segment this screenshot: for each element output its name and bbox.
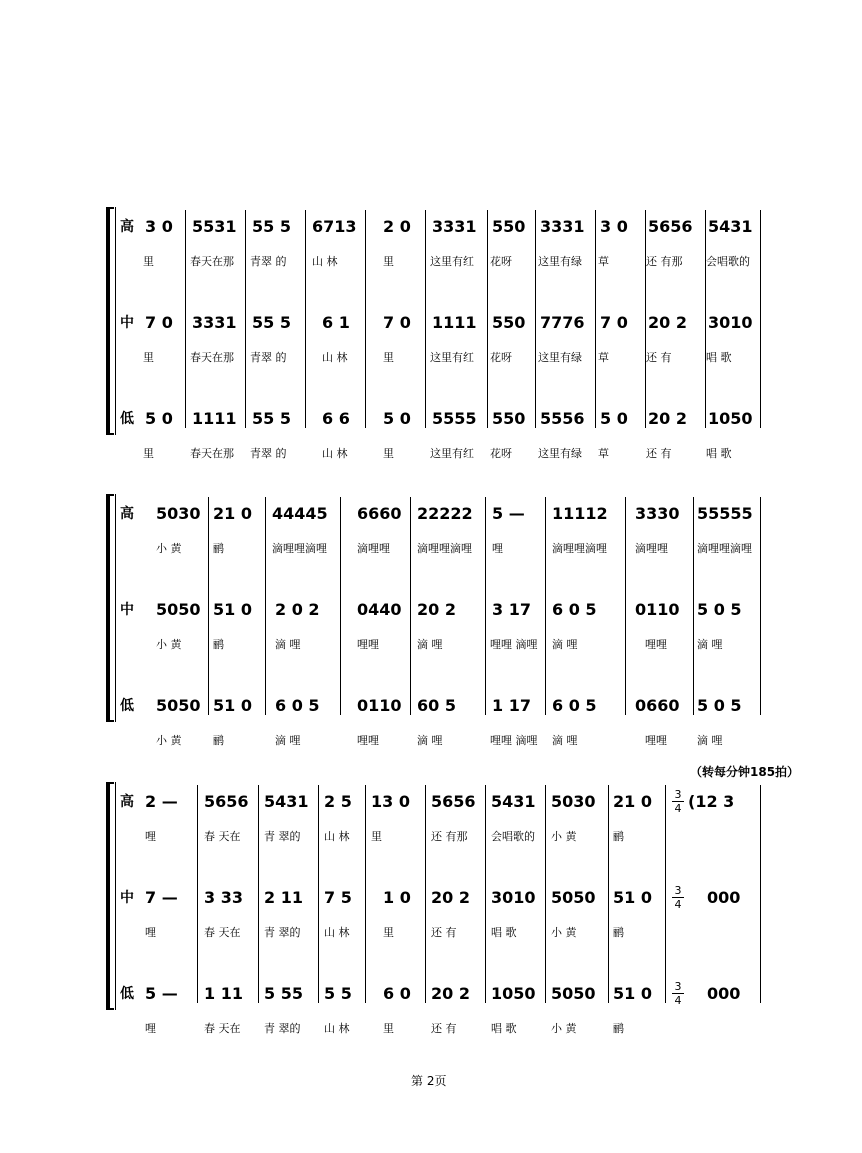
measure-notes: 7 0 — [145, 313, 173, 332]
lyric-text: 里 — [371, 830, 382, 843]
lyric-text: 滴哩哩 — [357, 542, 390, 555]
barline — [485, 497, 486, 715]
barline — [425, 785, 426, 1003]
lyric-text: 里 — [383, 351, 394, 364]
lyric-text: 春 天在 — [204, 830, 241, 843]
measure-notes: 6713 — [312, 217, 357, 236]
lyric-text: 还 有 — [646, 447, 672, 460]
measure-notes: 6 6 — [322, 409, 350, 428]
lyric-text: 滴 哩 — [275, 638, 301, 651]
tempo-mark: （转每分钟185拍） — [690, 765, 800, 779]
lyric-text: 哩哩 滴哩 — [490, 638, 538, 651]
measure-notes: 6660 — [357, 504, 402, 523]
measure-notes: 5050 — [551, 888, 596, 907]
measure-notes: 5431 — [264, 792, 309, 811]
lyric-text: 山 林 — [312, 255, 338, 268]
lyric-text: 滴哩哩滴哩 — [417, 542, 472, 555]
measure-notes: 1050 — [491, 984, 536, 1003]
lyric-text: 春天在那 — [190, 255, 234, 268]
barline — [265, 497, 266, 715]
lyric-text: 还 有 — [646, 351, 672, 364]
measure-notes: 5 — — [492, 504, 525, 523]
lyric-text: 小 黄 — [551, 926, 577, 939]
system-bracket — [106, 494, 110, 722]
barline — [760, 497, 761, 715]
measure-notes: 1 11 — [204, 984, 243, 1003]
measure-notes: 3010 — [708, 313, 753, 332]
lyric-text: 滴 哩 — [417, 734, 443, 747]
measure-notes: 6 0 5 — [275, 696, 320, 715]
measure-notes: 5656 — [648, 217, 693, 236]
lyric-text: 还 有那 — [646, 255, 683, 268]
measure-notes: 3 17 — [492, 600, 531, 619]
measure-notes: 0110 — [635, 600, 680, 619]
measure-notes: 5556 — [540, 409, 585, 428]
measure-notes: 51 0 — [613, 984, 652, 1003]
lyric-text: 滴 哩 — [417, 638, 443, 651]
bracket-cap-bottom — [106, 720, 114, 722]
measure-notes: 7 5 — [324, 888, 352, 907]
measure-notes: 1 0 — [383, 888, 411, 907]
lyric-text: 哩 — [145, 830, 156, 843]
bracket-cap-bottom — [106, 1008, 114, 1010]
lyric-text: 滴 哩 — [697, 734, 723, 747]
measure-notes: 5656 — [204, 792, 249, 811]
lyric-text: 里 — [383, 255, 394, 268]
lyric-text: 草 — [598, 255, 609, 268]
lyric-text: 哩 — [145, 1022, 156, 1035]
measure-notes: 5 — — [145, 984, 178, 1003]
measure-notes: 2 — — [145, 792, 178, 811]
lyric-text: 山 林 — [324, 830, 350, 843]
lyric-text: 唱 歌 — [706, 351, 732, 364]
barline — [208, 497, 209, 715]
lyric-text: 会唱歌的 — [491, 830, 535, 843]
measure-notes: 3330 — [635, 504, 680, 523]
lyric-text: 山 林 — [322, 447, 348, 460]
barline — [665, 785, 666, 1003]
lyric-text: 哩 — [492, 542, 503, 555]
measure-notes: 0660 — [635, 696, 680, 715]
lyric-text: 鹂 — [613, 926, 624, 939]
measure-notes: 550 — [492, 313, 526, 332]
barline — [258, 785, 259, 1003]
lyric-text: 鹂 — [213, 542, 224, 555]
lyric-text: 春 天在 — [204, 1022, 241, 1035]
system-bracket — [106, 207, 110, 435]
measure-notes: 7 0 — [600, 313, 628, 332]
measure-notes: 3331 — [432, 217, 477, 236]
lyric-text: 这里有绿 — [538, 447, 582, 460]
lyric-text: 这里有绿 — [538, 351, 582, 364]
measure-notes: 3 0 — [145, 217, 173, 236]
measure-notes: 5 5 — [324, 984, 352, 1003]
lyric-text: 春天在那 — [190, 447, 234, 460]
lyric-text: 会唱歌的 — [706, 255, 750, 268]
measure-notes: 5050 — [156, 600, 201, 619]
measure-notes: 21 0 — [613, 792, 652, 811]
lyric-text: 哩哩 滴哩 — [490, 734, 538, 747]
barline — [625, 497, 626, 715]
measure-notes: 3 0 — [600, 217, 628, 236]
barline — [760, 210, 761, 428]
time-signature-denominator: 4 — [674, 802, 682, 815]
measure-notes: 3 33 — [204, 888, 243, 907]
measure-notes: 5030 — [551, 792, 596, 811]
barline — [693, 497, 694, 715]
barline — [545, 785, 546, 1003]
measure-notes: 5656 — [431, 792, 476, 811]
measure-notes: 20 2 — [648, 313, 687, 332]
time-signature — [672, 981, 684, 1006]
measure-notes: 6 0 — [383, 984, 411, 1003]
voice-label: 低 — [120, 698, 134, 714]
barline — [305, 210, 306, 428]
barline — [425, 210, 426, 428]
lyric-text: 青翠 的 — [250, 351, 287, 364]
lyric-text: 哩哩 — [357, 734, 379, 747]
measure-notes: (12 3 — [688, 792, 735, 811]
lyric-text: 小 黄 — [156, 638, 182, 651]
lyric-text: 青翠 的 — [250, 255, 287, 268]
lyric-text: 滴哩哩滴哩 — [552, 542, 607, 555]
time-signature-denominator: 4 — [674, 994, 682, 1007]
lyric-text: 里 — [383, 1022, 394, 1035]
measure-notes: 1111 — [192, 409, 237, 428]
lyric-text: 滴哩哩滴哩 — [272, 542, 327, 555]
lyric-text: 小 黄 — [551, 830, 577, 843]
measure-notes: 7776 — [540, 313, 585, 332]
measure-notes: 5 55 — [264, 984, 303, 1003]
time-signature-numerator: 3 — [674, 980, 682, 993]
measure-notes: 3010 — [491, 888, 536, 907]
barline — [545, 497, 546, 715]
barline — [245, 210, 246, 428]
lyric-text: 里 — [383, 447, 394, 460]
barline — [487, 210, 488, 428]
lyric-text: 花呀 — [490, 447, 512, 460]
barline — [410, 497, 411, 715]
lyric-text: 这里有红 — [430, 255, 474, 268]
barline — [760, 785, 761, 1003]
barline — [185, 210, 186, 428]
lyric-text: 花呀 — [490, 255, 512, 268]
measure-notes: 3331 — [540, 217, 585, 236]
measure-notes: 5050 — [156, 696, 201, 715]
lyric-text: 山 林 — [324, 1022, 350, 1035]
lyric-text: 草 — [598, 447, 609, 460]
measure-notes: 5 0 — [383, 409, 411, 428]
lyric-text: 唱 歌 — [491, 1022, 517, 1035]
voice-label: 高 — [120, 506, 134, 522]
lyric-text: 滴 哩 — [552, 638, 578, 651]
lyric-text: 春 天在 — [204, 926, 241, 939]
measure-notes: 0440 — [357, 600, 402, 619]
system-bracket — [106, 782, 110, 1010]
measure-notes: 55 5 — [252, 217, 291, 236]
measure-notes: 20 2 — [417, 600, 456, 619]
bracket-cap-bottom — [106, 433, 114, 435]
measure-notes: 5431 — [708, 217, 753, 236]
time-signature-denominator: 4 — [674, 898, 682, 911]
measure-notes: 550 — [492, 217, 526, 236]
barline — [365, 210, 366, 428]
lyric-text: 小 黄 — [156, 542, 182, 555]
measure-notes: 21 0 — [213, 504, 252, 523]
measure-notes: 1 17 — [492, 696, 531, 715]
measure-notes: 7 — — [145, 888, 178, 907]
measure-notes: 2 0 2 — [275, 600, 320, 619]
lyric-text: 山 林 — [324, 926, 350, 939]
measure-notes: 1050 — [708, 409, 753, 428]
lyric-text: 鹂 — [213, 734, 224, 747]
voice-label: 中 — [120, 602, 134, 618]
lyric-text: 草 — [598, 351, 609, 364]
measure-notes: 20 2 — [648, 409, 687, 428]
measure-notes: 55 5 — [252, 409, 291, 428]
lyric-text: 还 有 — [431, 1022, 457, 1035]
barline — [608, 785, 609, 1003]
lyric-text: 滴 哩 — [697, 638, 723, 651]
measure-notes: 6 0 5 — [552, 600, 597, 619]
voice-label: 低 — [120, 411, 134, 427]
time-signature — [672, 885, 684, 910]
barline — [365, 785, 366, 1003]
measure-notes: 51 0 — [613, 888, 652, 907]
lyric-text: 这里有红 — [430, 447, 474, 460]
measure-notes: 60 5 — [417, 696, 456, 715]
lyric-text: 青 翠的 — [264, 1022, 301, 1035]
measure-notes: 5 0 — [145, 409, 173, 428]
barline — [595, 210, 596, 428]
measure-notes: 000 — [707, 888, 741, 907]
lyric-text: 小 黄 — [156, 734, 182, 747]
lyric-text: 哩哩 — [645, 734, 667, 747]
voice-label: 高 — [120, 219, 134, 235]
time-signature-numerator: 3 — [674, 788, 682, 801]
measure-notes: 22222 — [417, 504, 473, 523]
measure-notes: 5 0 5 — [697, 696, 742, 715]
measure-notes: 0110 — [357, 696, 402, 715]
lyric-text: 这里有红 — [430, 351, 474, 364]
barline — [340, 497, 341, 715]
lyric-text: 山 林 — [322, 351, 348, 364]
lyric-text: 滴 哩 — [275, 734, 301, 747]
bracket-cap-top — [106, 494, 114, 496]
measure-notes: 13 0 — [371, 792, 410, 811]
voice-label: 中 — [120, 890, 134, 906]
lyric-text: 滴哩哩滴哩 — [697, 542, 752, 555]
lyric-text: 里 — [143, 351, 154, 364]
measure-notes: 20 2 — [431, 888, 470, 907]
lyric-text: 滴哩哩 — [635, 542, 668, 555]
measure-notes: 2 0 — [383, 217, 411, 236]
lyric-text: 唱 歌 — [491, 926, 517, 939]
bracket-cap-top — [106, 782, 114, 784]
system-bracket-line — [115, 494, 116, 722]
barline — [535, 210, 536, 428]
lyric-text: 鹂 — [613, 830, 624, 843]
lyric-text: 鹂 — [613, 1022, 624, 1035]
measure-notes: 51 0 — [213, 600, 252, 619]
bracket-cap-top — [106, 207, 114, 209]
measure-notes: 000 — [707, 984, 741, 1003]
lyric-text: 青翠 的 — [250, 447, 287, 460]
measure-notes: 3331 — [192, 313, 237, 332]
barline — [318, 785, 319, 1003]
measure-notes: 5030 — [156, 504, 201, 523]
lyric-text: 鹂 — [213, 638, 224, 651]
system-bracket-line — [115, 207, 116, 435]
lyric-text: 里 — [143, 255, 154, 268]
measure-notes: 44445 — [272, 504, 328, 523]
measure-notes: 2 5 — [324, 792, 352, 811]
measure-notes: 6 1 — [322, 313, 350, 332]
lyric-text: 青 翠的 — [264, 926, 301, 939]
barline — [485, 785, 486, 1003]
measure-notes: 5 0 — [600, 409, 628, 428]
measure-notes: 5555 — [432, 409, 477, 428]
measure-notes: 1111 — [432, 313, 477, 332]
measure-notes: 11112 — [552, 504, 608, 523]
lyric-text: 哩 — [145, 926, 156, 939]
lyric-text: 还 有那 — [431, 830, 468, 843]
lyric-text: 哩哩 — [645, 638, 667, 651]
barline — [645, 210, 646, 428]
barline — [705, 210, 706, 428]
measure-notes: 51 0 — [213, 696, 252, 715]
lyric-text: 小 黄 — [551, 1022, 577, 1035]
page-number: 第 2页 — [411, 1074, 447, 1088]
lyric-text: 这里有绿 — [538, 255, 582, 268]
lyric-text: 花呀 — [490, 351, 512, 364]
time-signature-numerator: 3 — [674, 884, 682, 897]
lyric-text: 青 翠的 — [264, 830, 301, 843]
voice-label: 中 — [120, 315, 134, 331]
measure-notes: 2 11 — [264, 888, 303, 907]
measure-notes: 55555 — [697, 504, 753, 523]
measure-notes: 5531 — [192, 217, 237, 236]
time-signature — [672, 789, 684, 814]
lyric-text: 还 有 — [431, 926, 457, 939]
barline — [197, 785, 198, 1003]
lyric-text: 滴 哩 — [552, 734, 578, 747]
measure-notes: 550 — [492, 409, 526, 428]
measure-notes: 5 0 5 — [697, 600, 742, 619]
measure-notes: 7 0 — [383, 313, 411, 332]
lyric-text: 哩哩 — [357, 638, 379, 651]
measure-notes: 20 2 — [431, 984, 470, 1003]
measure-notes: 5050 — [551, 984, 596, 1003]
voice-label: 高 — [120, 794, 134, 810]
measure-notes: 6 0 5 — [552, 696, 597, 715]
lyric-text: 里 — [143, 447, 154, 460]
lyric-text: 唱 歌 — [706, 447, 732, 460]
measure-notes: 5431 — [491, 792, 536, 811]
measure-notes: 55 5 — [252, 313, 291, 332]
voice-label: 低 — [120, 986, 134, 1002]
lyric-text: 里 — [383, 926, 394, 939]
system-bracket-line — [115, 782, 116, 1010]
lyric-text: 春天在那 — [190, 351, 234, 364]
